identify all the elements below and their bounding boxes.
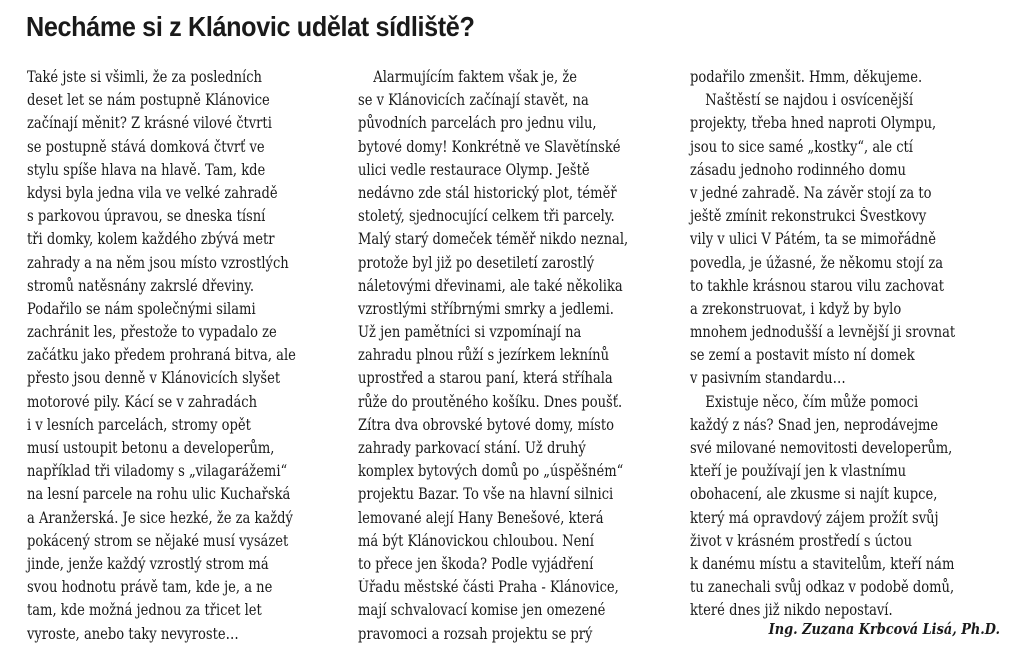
article-line: podařilo zmenšit. Hmm, děkujeme. bbox=[690, 68, 923, 86]
article-column-1 bbox=[27, 66, 343, 646]
article-line: mají schvalovací komise jen omezené bbox=[358, 601, 606, 620]
article-line: začínají měnit? Z krásné vilové čtvrti bbox=[27, 114, 272, 133]
article-line: každý z nás? Snad jen, neprodávejme bbox=[690, 415, 939, 434]
article-line: povedla, je úžasné, že někomu stojí za bbox=[690, 253, 944, 272]
author-signature: Ing. Zuzana Krbcová Lisá, Ph.D. bbox=[768, 620, 1000, 638]
article-line: původních parcelách pro jednu vilu, bbox=[358, 114, 597, 133]
article-line: projektu Bazar. To vše na hlavní silnici bbox=[358, 485, 614, 504]
article-line: Podařilo se nám společnými silami bbox=[27, 299, 256, 318]
article-line: zahradu plnou růží s jezírkem leknínů bbox=[358, 346, 610, 365]
article-line: vzrostlými stříbrnými smrky a jedlemi. bbox=[358, 299, 614, 318]
article-line: Už jen pamětníci si vzpomínají na bbox=[358, 323, 582, 342]
article-line: tam, kde možná jednou za třicet let bbox=[27, 601, 262, 620]
article-line: nedávno zde stál historický plot, téměř bbox=[358, 183, 617, 202]
article-line: Naštěstí se najdou i osvícenější bbox=[705, 91, 914, 110]
article-line: musí ustoupit betonu a developerům, bbox=[27, 439, 275, 457]
article-line: na lesní parcele na rohu ulic Kuchařská bbox=[27, 485, 291, 504]
article-line: s parkovou úpravou, se dneska tísní bbox=[27, 207, 266, 226]
article-line: zahrady parkovací stání. Už druhý bbox=[358, 439, 586, 457]
article-line: stylu spíše hlava na hlavě. Tam, kde bbox=[27, 160, 266, 179]
article-line: zásadu jednoho rodinného domu bbox=[690, 160, 906, 179]
article-line: který má opravdový zájem prožít svůj bbox=[690, 508, 939, 527]
article-line: Úřadu městské části Praha - Klánovice, bbox=[358, 578, 619, 597]
article-line: Alarmujícím faktem však je, že bbox=[373, 68, 578, 86]
article-line: pravomoci a rozsah projektu se prý bbox=[358, 624, 593, 643]
article-column-2 bbox=[358, 66, 676, 646]
article-line: tu zanechali svůj odkaz v podobě domů, bbox=[690, 578, 955, 597]
article-line: protože byl již po desetiletí zarostlý bbox=[358, 253, 595, 272]
article-line: zahrady a na něm jsou místo vzrostlých bbox=[27, 253, 289, 272]
article-line: náletovými dřevinami, ale také několika bbox=[358, 276, 623, 295]
article-line: ještě zmínit rekonstrukci Švestkovy bbox=[690, 207, 927, 226]
article-line: bytové domy! Konkrétně ve Slavětínské bbox=[358, 137, 621, 156]
article-line: v jedné zahradě. Na závěr stojí za to bbox=[690, 183, 932, 202]
article-line: které dnes již nikdo nepostaví. bbox=[690, 601, 893, 620]
article-line: uprostřed a starou paní, která stříhala bbox=[358, 369, 613, 388]
article-line: se zemí a postavit místo ní domek bbox=[690, 346, 915, 365]
article-line: Také jste si všimli, že za posledních bbox=[27, 68, 262, 86]
article-line: život v krásném prostředí s úctou bbox=[690, 531, 913, 550]
article-line: se postupně stává domková čtvrť ve bbox=[27, 137, 265, 156]
article-line: motorové pily. Kácí se v zahradách bbox=[27, 392, 258, 411]
article-line: Existuje něco, čím může pomoci bbox=[705, 392, 919, 411]
article-line: a Aranžerská. Je sice hezké, že za každý bbox=[27, 508, 293, 527]
article-line: lemované alejí Hany Benešové, která bbox=[358, 508, 604, 527]
article-line: pokácený strom se nějaké musí vysázet bbox=[27, 531, 289, 550]
article-line: přesto jsou denně v Klánovicích slyšet bbox=[27, 369, 281, 388]
article-line: má být Klánovickou chloubou. Není bbox=[358, 531, 594, 550]
article-line: Zítra dva obrovské bytové domy, místo bbox=[358, 415, 615, 434]
article-line: obohacení, ale zkusme si najít kupce, bbox=[690, 485, 938, 504]
article-line: například tři viladomy s „vilagarážemi“ bbox=[27, 462, 288, 481]
article-line: mnohem jednodušší a levnější ji srovnat bbox=[690, 323, 956, 342]
article-line: ulici vedle restaurace Olymp. Ještě bbox=[358, 160, 590, 179]
article-line: vyroste, anebo taky nevyroste… bbox=[27, 624, 239, 643]
article-line: v pasivním standardu… bbox=[690, 369, 846, 388]
article-line: svou hodnotu právě tam, kde je, a ne bbox=[27, 578, 273, 597]
article-line: se v Klánovicích začínají stavět, na bbox=[358, 91, 589, 110]
article-line: deset let se nám postupně Klánovice bbox=[27, 91, 270, 110]
article-line: stoletý, sjednocující celkem tři parcely. bbox=[358, 207, 615, 226]
article-line: jsou to sice samé „kostky“, ale ctí bbox=[690, 137, 913, 156]
article-line: kdysi byla jedna vila ve velké zahradě bbox=[27, 183, 278, 202]
article-line: růže do proutěného košíku. Dnes poušť. bbox=[358, 392, 623, 411]
article-line: projekty, třeba hned naproti Olympu, bbox=[690, 114, 937, 133]
article-line: tři domky, kolem každého zbývá metr bbox=[27, 230, 275, 249]
article-line: i v lesních parcelách, stromy opět bbox=[27, 415, 251, 434]
article-column-3 bbox=[690, 66, 1002, 623]
article-line: Malý starý domeček téměř nikdo neznal, bbox=[358, 230, 629, 249]
article-line: začátku jako předem prohraná bitva, ale bbox=[27, 346, 296, 365]
article-line: zachránit les, přestože to vypadalo ze bbox=[27, 323, 277, 342]
article-line: komplex bytových domů po „úspěšném“ bbox=[358, 462, 624, 481]
article-line: to přece jen škoda? Podle vyjádření bbox=[358, 554, 594, 573]
article-line: a zrekonstruovat, i když by bylo bbox=[690, 299, 902, 318]
article-line: k danému místu a stavitelům, kteří nám bbox=[690, 554, 955, 573]
article-line: kteří je používají jen k vlastnímu bbox=[690, 462, 907, 481]
article-line: to takhle krásnou starou vilu zachovat bbox=[690, 276, 944, 295]
article-line: vily v ulici V Pátém, ta se mimořádně bbox=[690, 230, 936, 249]
article-line: své milované nemovitosti developerům, bbox=[690, 439, 953, 457]
article-line: jinde, jenže každý vzrostlý strom má bbox=[27, 554, 269, 573]
article-title: Necháme si z Klánovic udělat sídliště? bbox=[26, 11, 475, 42]
article-line: stromů natěsnány zakrslé dřeviny. bbox=[27, 276, 255, 295]
